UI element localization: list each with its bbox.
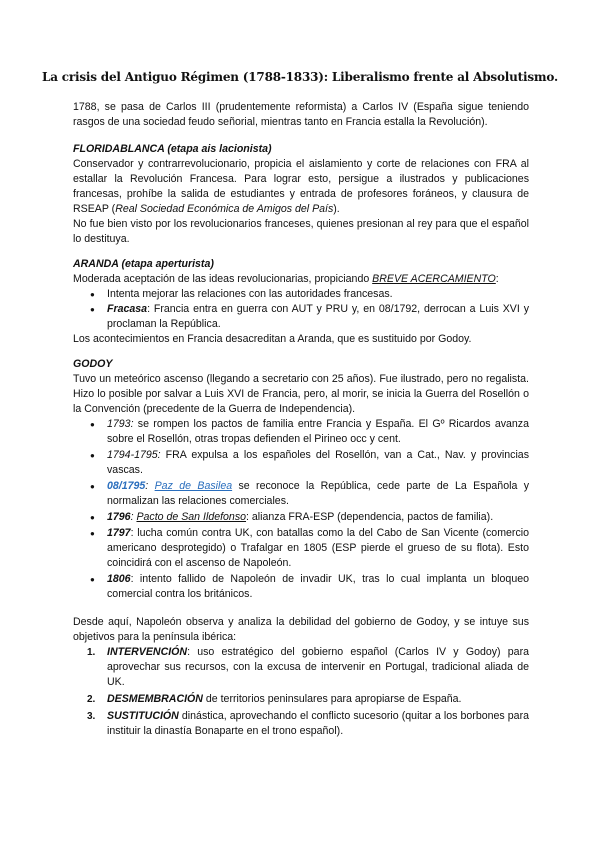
breve-acercamiento-link[interactable]: BREVE ACERCAMIENTO (372, 273, 496, 285)
item-label: Fracasa (107, 303, 148, 315)
document-title: La crisis del Antiguo Régimen (1788-1833): Liberalismo frente al Absolutismo. (41, 70, 558, 84)
item-number: 3. (87, 711, 96, 722)
item-text: FRA expulsa a los españoles del Rosellón, van a Cat., Nav. y provincias vascas. (107, 449, 529, 476)
list-item (87, 709, 529, 739)
godoy-heading: GODOY (73, 358, 113, 370)
aranda-paragraph (73, 272, 529, 287)
item-colon: : (145, 480, 155, 492)
document-body (73, 100, 529, 741)
godoy-paragraph: Tuvo un meteórico ascenso (llegando a secretario con 25 años). Fue ilustrado, pero no regalista. Hizo lo posible por salvar a Luis XVI de Francia, pero, al morir, se inicia la Guerra del Rosellón o la Convención (precedente de la Guerra de Independencia). (73, 373, 529, 415)
list-item (107, 302, 529, 332)
item-label: 1796 (107, 511, 131, 523)
item-label: 1806 (107, 573, 131, 585)
text-span: ). (333, 203, 340, 215)
item-label: DESMEMBRACIÓN (107, 693, 203, 705)
list-item (107, 417, 529, 447)
pacto-san-ildefonso-link[interactable]: Pacto de San Ildefonso (136, 511, 247, 523)
godoy-paragraph-2: Desde aquí, Napoleón observa y analiza la debilidad del gobierno de Godoy, y se intuye sus objetivos para la península ibérica: (73, 616, 529, 643)
list-item (107, 510, 529, 525)
list-item: ● Intenta mejorar las relaciones con las autoridades francesas. (107, 287, 529, 302)
item-text: dinástica, aprovechando el conflicto sucesorio (quitar a los borbones para instituir la dinastía Bonaparte en el trono español). (107, 710, 529, 737)
aranda-heading: ARANDA (etapa aperturista) (73, 258, 214, 270)
rseap-italic: Real Sociedad Económica de Amigos del País (115, 203, 334, 215)
text-span: : (495, 273, 499, 285)
item-colon: : (130, 511, 137, 523)
napoleon-objectives-list (73, 645, 529, 739)
item-label: 1794-1795: (107, 449, 161, 461)
floridablanca-paragraph-2: No fue bien visto por los revolucionarios franceses, quienes presionan al rey para que el español lo destituya. (73, 218, 529, 245)
paz-de-basilea-link[interactable]: Paz de Basilea (154, 480, 233, 492)
text-span: Moderada aceptación de las ideas revolucionarias, propiciando (73, 273, 373, 285)
spacer (73, 603, 529, 615)
item-text: : Francia entra en guerra con AUT y PRU y, en 08/1792, derrocan a Luis XVI y proclaman la República. (107, 303, 529, 330)
floridablanca-heading: FLORIDABLANCA (etapa ais lacionista) (73, 143, 272, 155)
text-span: Conservador y contrarrevolucionario, propicia el aislamiento y corte de relaciones con FRA al estallar la Revolución Francesa. Para lograr esto, persigue a ilustrados y publicaciones francesas, prohíbe la salida de estudiantes y entrada de profesores foráneos, y clausura de RSEAP ( (73, 158, 529, 215)
list-item (107, 572, 529, 602)
item-text: : alianza FRA-ESP (dependencia, pactos de familia). (246, 511, 494, 523)
item-number: 2. (87, 694, 96, 705)
aranda-paragraph-2: Los acontecimientos en Francia desacreditan a Aranda, que es sustituido por Godoy. (73, 333, 472, 345)
list-item (107, 448, 529, 478)
item-text: : intento fallido de Napoleón de invadir UK, tras lo cual implanta un bloqueo comercial contra los británicos. (107, 573, 529, 600)
intro-paragraph: 1788, se pasa de Carlos III (prudentemente reformista) a Carlos IV (España sigue teniendo rasgos de una sociedad feudo señorial, mientras tanto en Francia estalla la Revolución). (73, 101, 529, 128)
item-text: : uso estratégico del gobierno español (Carlos IV y Godoy) para aprovechar sus recursos, con la excusa de intervenir en Portugal, tradicional aliada de UK. (107, 646, 529, 688)
item-number: 1. (87, 647, 96, 658)
floridablanca-paragraph (73, 157, 529, 217)
item-label: SUSTITUCIÓN (107, 710, 179, 722)
item-text: se rompen los pactos de familia entre Francia y España. El Gº Ricardos avanza sobre el Rosellón, otras tropas defienden el Pirineo occ y cent. (107, 418, 529, 445)
godoy-list (73, 417, 529, 602)
item-label: 1793: (107, 418, 134, 430)
item-text: : lucha común contra UK, con batallas como la del Cabo de San Vicente (comercio americano desprotegido) o Trafalgar en 1805 (ESP pierde el grueso de su flota). Esto coincidirá con el ascenso de Napoleón. (107, 527, 529, 569)
list-item (107, 479, 529, 509)
item-text: de territorios peninsulares para apropiarse de España. (202, 693, 462, 705)
list-item (87, 645, 529, 690)
list-item (107, 526, 529, 571)
list-item (87, 692, 529, 707)
item-text: se reconoce la República, cede parte de La Española y normalizan las relaciones comerciales. (107, 480, 529, 507)
item-label: 08/1795 (107, 480, 146, 492)
item-label: 1797 (107, 527, 131, 539)
aranda-list (73, 287, 529, 332)
item-label: INTERVENCIÓN (107, 646, 188, 658)
